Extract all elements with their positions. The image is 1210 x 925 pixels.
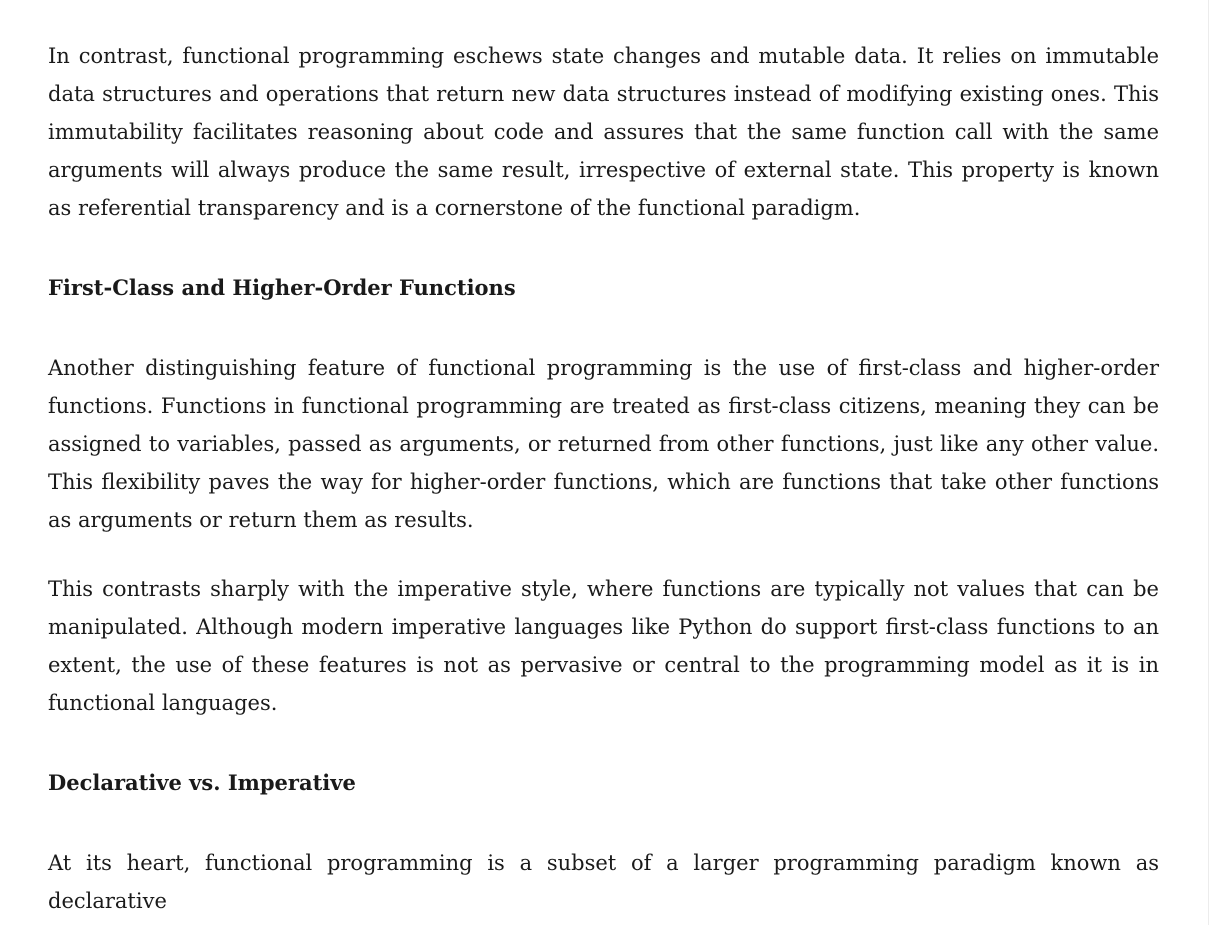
document-body [48,37,1159,920]
paragraph-first-class-functions: Another distinguishing feature of functional programming is the use of first-class and higher-order functions. Functions in functional programming are treated as first-class citizens, meaning they can be assigned to variables, passed as arguments, or returned from other functions, just like any other value. This flexibility paves the way for higher-order functions, which are functions that take other functions as arguments or return them as results. [48,356,1159,532]
paragraph-declarative: At its heart, functional programming is a subset of a larger programming paradigm known as declarative [48,851,1159,913]
paragraph-imperative-contrast: This contrasts sharply with the imperative style, where functions are typically not values that can be manipulated. Although modern imperative languages like Python do support first-class functions to an extent, the use of these features is not as pervasive or central to the programming model as it is in functional languages. [48,577,1159,715]
section-heading-declarative-vs-imperative: Declarative vs. Imperative [48,770,356,795]
paragraph-immutability: In contrast, functional programming eschews state changes and mutable data. It relies on immutable data structures and operations that return new data structures instead of modifying existing ones. This immutability facilitates reasoning about code and assures that the same function call with the same arguments will always produce the same result, irrespective of external state. This property is known as referential transparency and is a cornerstone of the functional paradigm. [48,44,1159,220]
section-heading-first-class-functions: First-Class and Higher-Order Functions [48,275,516,300]
